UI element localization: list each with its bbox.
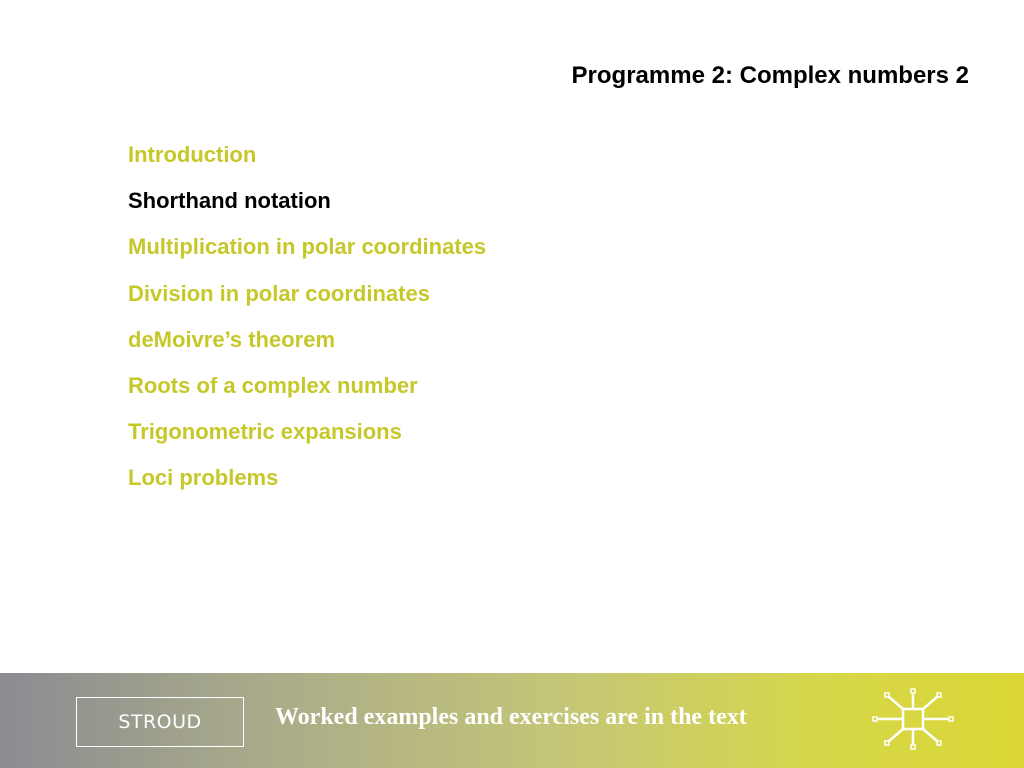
page-title: Programme 2: Complex numbers 2 xyxy=(571,62,969,89)
circuit-square-icon xyxy=(871,687,955,751)
topic-item-introduction[interactable]: Introduction xyxy=(128,142,257,167)
topic-item-multiplication[interactable]: Multiplication in polar coordinates xyxy=(128,234,487,260)
topic-item-trigonometric[interactable]: Trigonometric expansions xyxy=(128,419,402,445)
topic-item-roots[interactable]: Roots of a complex number xyxy=(128,372,418,398)
topic-item-loci[interactable]: Loci problems xyxy=(128,465,279,491)
footer-note: Worked examples and exercises are in the text xyxy=(275,704,747,730)
topic-item-division[interactable]: Division in polar coordinates xyxy=(128,280,430,306)
footer-bar xyxy=(0,673,1024,768)
topic-item-shorthand-notation[interactable]: Shorthand notation xyxy=(128,188,331,214)
topic-list xyxy=(128,140,486,510)
brand-logo: STROUD xyxy=(76,697,244,747)
topic-item-demoivre[interactable]: deMoivre’s theorem xyxy=(128,326,336,352)
